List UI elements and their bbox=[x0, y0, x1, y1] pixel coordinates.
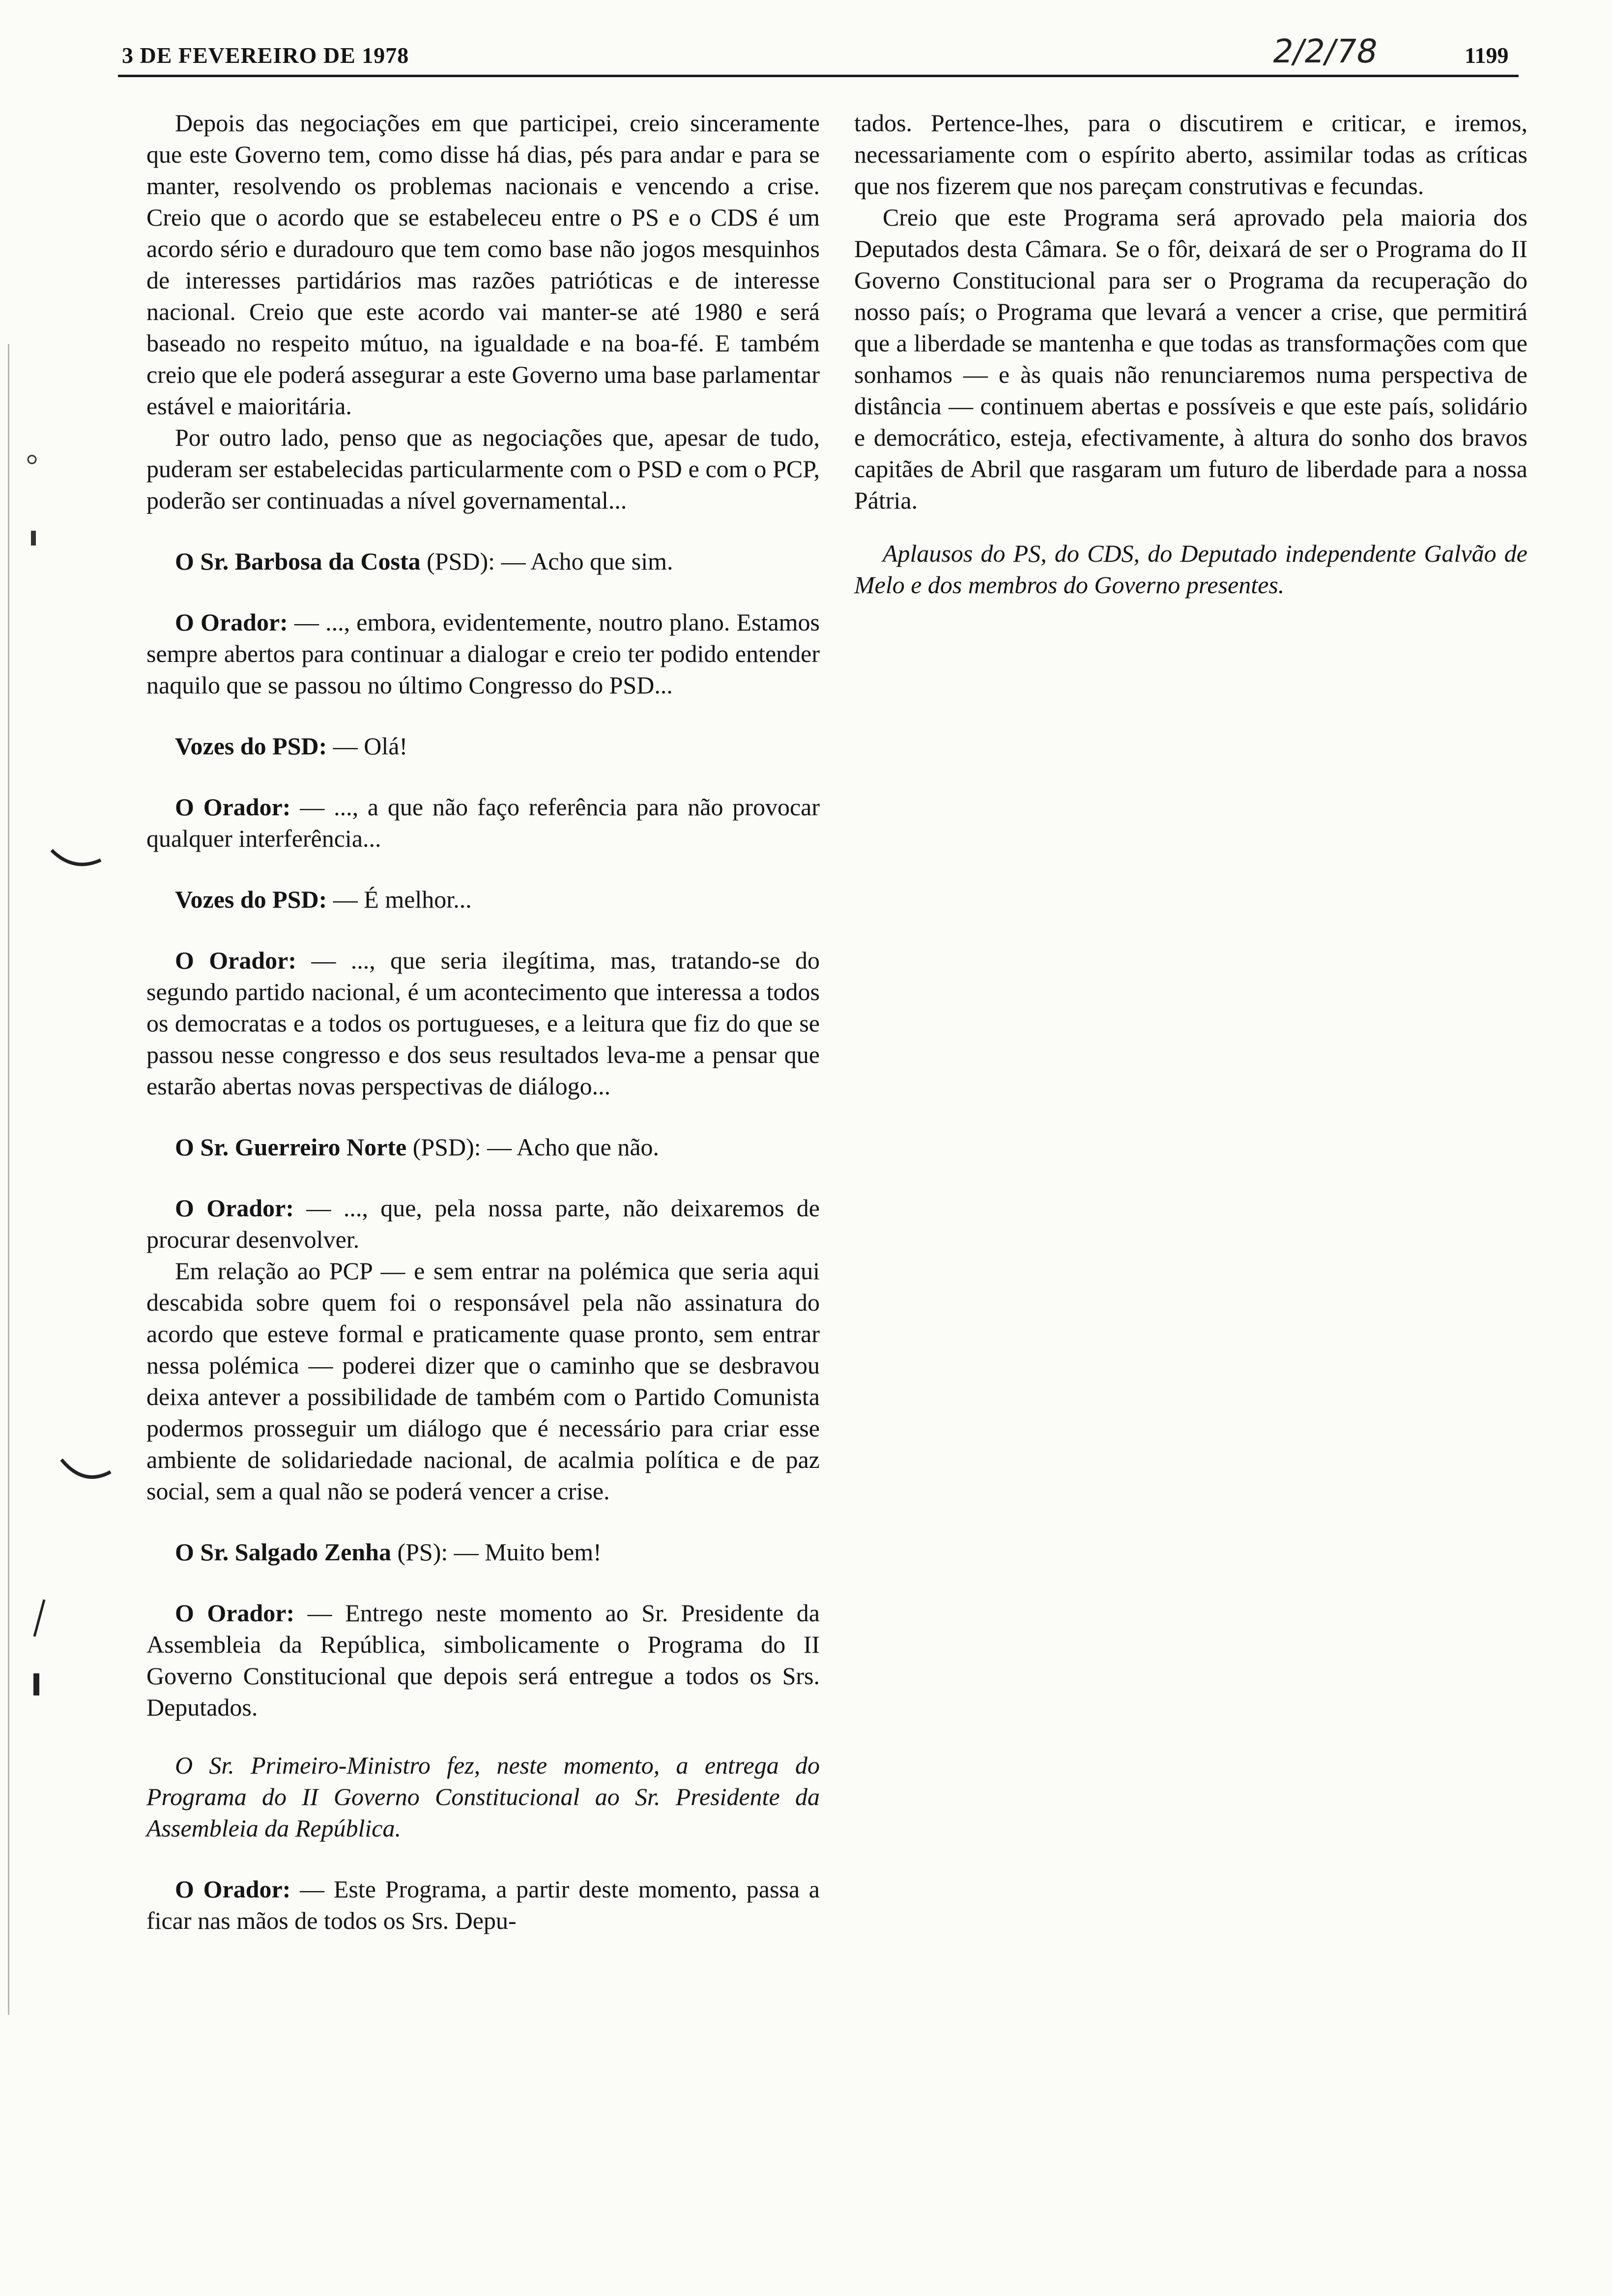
speech bbox=[146, 791, 820, 854]
handwritten-date-annotation: 2/2/78 bbox=[1269, 32, 1381, 70]
speaker-party: (PSD): bbox=[427, 547, 495, 575]
speaker-name: O Orador: bbox=[175, 947, 297, 974]
speech bbox=[146, 1873, 820, 1936]
speech-text: — ..., embora, evidentemente, noutro plano. Estamos sempre abertos para continuar a dialogar e creio ter podido entender naquilo que se passou no último Congresso do PSD... bbox=[146, 608, 820, 699]
speech-text: — ..., a que não faço referência para não provocar qualquer interferência... bbox=[146, 793, 820, 852]
speaker-party: (PS): bbox=[397, 1538, 448, 1566]
paragraph: Por outro lado, penso que as negociações que, apesar de tudo, puderam ser estabelecidas particularmente com o PSD e com o PCP, poderão ser continuadas a nível governamental... bbox=[146, 424, 820, 514]
speaker-name: Vozes do PSD: bbox=[175, 732, 327, 760]
speech-text: — É melhor... bbox=[333, 886, 472, 913]
speech bbox=[146, 1597, 820, 1723]
speaker-name: O Orador: bbox=[175, 608, 288, 636]
speech-text: — Muito bem! bbox=[454, 1538, 602, 1566]
speech bbox=[146, 1192, 820, 1255]
paragraph: tados. Pertence-lhes, para o discutirem e criticar, e iremos, necessariamente com o espírito aberto, assimilar todas as críticas que nos fizerem que nos pareçam construtivas e fecundas. bbox=[854, 109, 1527, 200]
speaker-name: O Orador: bbox=[175, 793, 291, 821]
speaker-name: O Orador: bbox=[175, 1194, 294, 1222]
margin-check-mark bbox=[49, 845, 103, 875]
speech bbox=[146, 545, 820, 577]
margin-dot-mark bbox=[29, 1671, 44, 1700]
speech bbox=[146, 730, 820, 762]
margin-dot-mark bbox=[25, 452, 39, 467]
speaker-name: O Sr. Barbosa da Costa bbox=[175, 547, 421, 575]
speech-text: — Este Programa, a partir deste momento, passa a ficar nas mãos de todos os Srs. Depu- bbox=[146, 1875, 820, 1934]
speech-text: — Acho que não. bbox=[487, 1133, 660, 1161]
margin-check-mark bbox=[59, 1455, 113, 1489]
scan-edge-line bbox=[8, 344, 9, 2015]
speech bbox=[146, 945, 820, 1102]
margin-dot-mark bbox=[27, 526, 42, 550]
speech bbox=[146, 1131, 820, 1163]
speech-text: — Entrego neste momento ao Sr. Presidente da Assembleia da República, simbolicamente o Programa do II Governo Constitucional que depois será entregue a todos os Srs. Deputados. bbox=[146, 1599, 820, 1721]
speech-text: — Olá! bbox=[333, 732, 408, 760]
speech-text: — Acho que sim. bbox=[501, 547, 673, 575]
paragraph: Creio que este Programa será aprovado pela maioria dos Deputados desta Câmara. Se o fôr, deixará de ser o Programa do II Governo Constitucional para ser o Programa da recuperação do nosso país; o Programa que levará a vencer a crise, que permitirá que a liberdade se mantenha e que todas as transformações com que sonhamos — e às quais não renunciaremos numa perspectiva de distância — continuem abertas e possíveis e que este país, solidário e democrático, esteja, efectivamente, à altura do sonho dos bravos capitães de Abril que rasgaram um futuro de liberdade para a nossa Pátria. bbox=[854, 203, 1527, 514]
applause-note: Aplausos do PS, do CDS, do Deputado independente Galvão de Melo e dos membros do Governo presentes. bbox=[854, 540, 1527, 599]
margin-slash-mark bbox=[29, 1597, 49, 1641]
page-number: 1199 bbox=[1465, 43, 1509, 68]
speech-text: — ..., que, pela nossa parte, não deixaremos de procurar desenvolver. bbox=[146, 1194, 820, 1253]
running-date: 3 DE FEVEREIRO DE 1978 bbox=[122, 43, 409, 68]
stage-direction: O Sr. Primeiro-Ministro fez, neste momento, a entrega do Programa do II Governo Constitucional ao Sr. Presidente da Assembleia da República. bbox=[146, 1751, 820, 1842]
speaker-name: O Sr. Guerreiro Norte bbox=[175, 1133, 407, 1161]
speech-text: — ..., que seria ilegítima, mas, tratando-se do segundo partido nacional, é um acontecimento que interessa a todos os democratas e a todos os portugueses, e a leitura que fiz do que se passou nesse congresso e dos seus resultados leva-me a pensar que estarão abertas novas perspectivas de diálogo... bbox=[146, 947, 820, 1100]
header-rule bbox=[118, 75, 1519, 77]
speech bbox=[146, 1536, 820, 1568]
speaker-party: (PSD): bbox=[412, 1133, 481, 1161]
left-column bbox=[146, 107, 820, 1936]
right-column bbox=[854, 107, 1527, 601]
paragraph: Em relação ao PCP — e sem entrar na polémica que seria aqui descabida sobre quem foi o responsável pela não assinatura do acordo que esteve formal e praticamente quase pronto, sem entrar nessa polémica — poderei dizer que o caminho que se desbravou deixa antever a possibilidade de também com o Partido Comunista podermos prosseguir um diálogo que é necessário para criar esse ambiente de solidariedade nacional, de acalmia política e de paz social, sem a qual não se poderá vencer a crise. bbox=[146, 1257, 820, 1505]
speaker-name: O Orador: bbox=[175, 1599, 295, 1627]
speech bbox=[146, 606, 820, 701]
speaker-name: O Orador: bbox=[175, 1875, 291, 1903]
speech bbox=[146, 884, 820, 915]
paragraph: Depois das negociações em que participei, creio sinceramente que este Governo tem, como disse há dias, pés para andar e para se manter, resolvendo os problemas nacionais e vencendo a crise. Creio que o acordo que se estabeleceu entre o PS e o CDS é um acordo sério e duradouro que tem como base não jogos mesquinhos de interesses partidários mas razões patrióticas e de interesse nacional. Creio que este acordo vai manter-se até 1980 e será baseado no respeito mútuo, na igualdade e na boa-fé. E também creio que ele poderá assegurar a este Governo uma base parlamentar estável e maioritária. bbox=[146, 109, 820, 420]
speaker-name: Vozes do PSD: bbox=[175, 886, 327, 913]
speaker-name: O Sr. Salgado Zenha bbox=[175, 1538, 391, 1566]
